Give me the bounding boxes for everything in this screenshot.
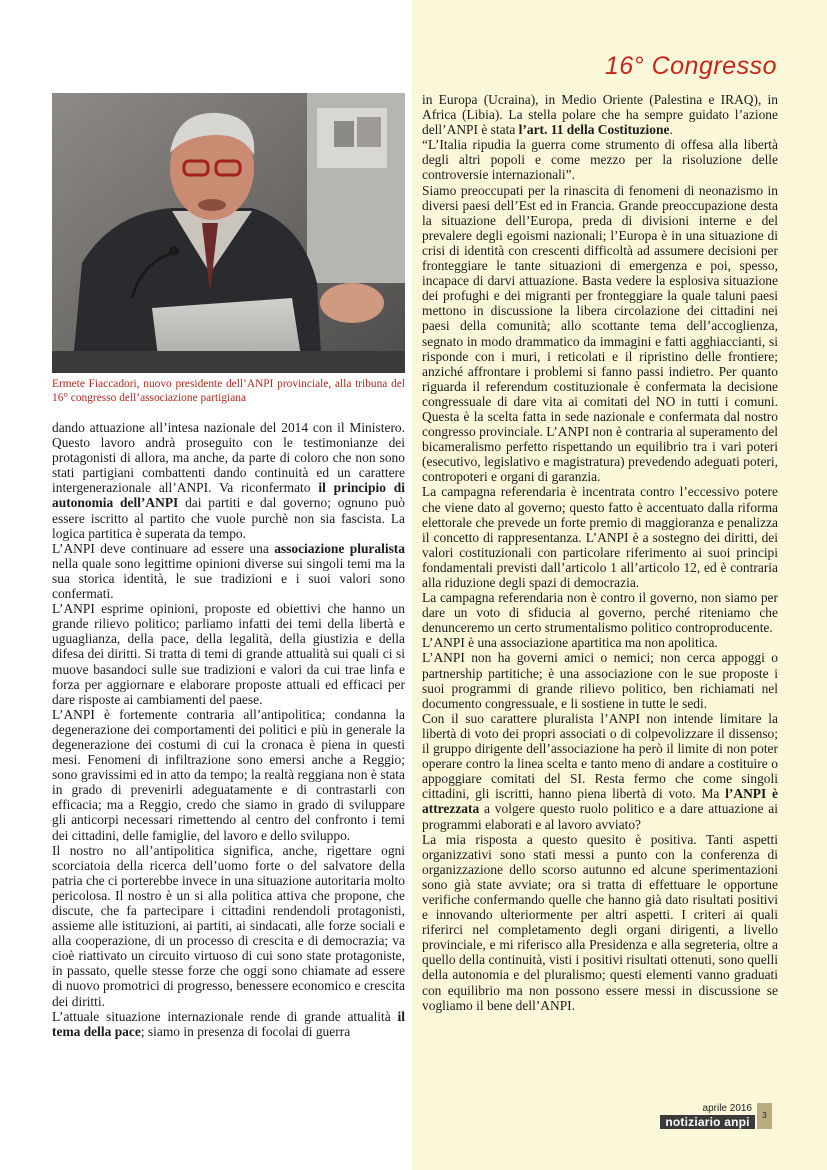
article-paragraph (52, 601, 405, 707)
article-paragraph (422, 635, 778, 650)
left-article-column (52, 420, 405, 1039)
article-paragraph (52, 420, 405, 541)
right-article-column (422, 92, 778, 1013)
bold-text: il tema della pace (52, 1008, 405, 1039)
bold-text: associazione pluralista (274, 540, 406, 556)
text-run: L’ANPI esprime opinioni, proposte ed obiettivi che hanno un grande rilievo politico; parliamo infatti dei temi della libertà e uguaglianza, della pace, della legalità, della giustizia e della difesa dei diritti. Si tratta di temi di grande attualità sui quali ci si muove basandoci sulle sue tradizioni e valori da cui trae linfa e forza per aggiornare e elaborare proposte attuali ed efficaci per dare risposte ai cambiamenti del paese. (52, 601, 405, 707)
text-run: “L’Italia ripudia la guerra come strumento di offesa alla libertà degli altri popoli e come mezzo per la risoluzione delle controversie internazionali”. (422, 137, 778, 183)
text-run: La campagna referendaria è incentrata contro l’eccessivo potere che viene dato al governo; questo fatto è accentuato dalla riforma elettorale che prevede un forte premio di maggioranza e penalizza il concetto di rappresentanza. L’ANPI è a sostegno dei diritti, dei valori costituzionali con particolare riferimento ai suoi principi fondamentali previsti dall’articolo 1 all’articolo 12, ed è contraria alla riduzione degli spazi di democrazia. (422, 484, 778, 590)
speaker-photo (52, 93, 405, 373)
text-run: in Europa (Ucraina), in Medio Oriente (Palestina e IRAQ), in Africa (Libia). La stella polare che ha sempre guidato l’azione dell’ANPI è stata (422, 92, 778, 138)
text-run: La mia risposta a questo quesito è positiva. Tanti aspetti organizzativi sono stati messi a punto con la conferenza di organizzazione dello scorso autunno ed alcune sperimentazioni sono già state avviate; ora si tratta di effettuare le opportune verifiche confermando quelle che hanno già dato risultati positivi e innovando ulteriormente per altri aspetti. I criteri ai quali riferirci nel completamento degli organi dirigenti, a livello provinciale, e mi riferisco alla Presidenza e alla segreteria, oltre a quello della continuità, visti i positivi risultati ottenuti, sono quelli della autonomia e del pluralismo; questi elementi vanno graduati con equilibrio ma non possono essere messi in discussione se vogliamo il bene dell’ANPI. (422, 831, 778, 1013)
text-run: L’ANPI non ha governi amici o nemici; non cerca appoggi o partnership partitiche; è una associazione con le sue proposte i suoi programmi di grande rilievo politico, ben richiamati nel documento congressuale, e li sostiene in tutte le sedi. (422, 650, 778, 711)
bold-text: l’ANPI è attrezzata (422, 786, 778, 817)
page-footer (660, 1103, 772, 1128)
bold-text: l’art. 11 della Costituzione (518, 122, 670, 138)
article-paragraph (422, 183, 778, 485)
article-paragraph (52, 707, 405, 843)
issue-date: aprile 2016 (702, 1103, 752, 1114)
text-run: . (669, 122, 673, 138)
magazine-name: notiziario anpi (660, 1115, 755, 1129)
article-paragraph (52, 541, 405, 601)
text-run: a volgere questo ruolo politico e a dare attuazione ai programmi elaborati e al lavoro avviato? (422, 801, 778, 832)
article-paragraph (422, 832, 778, 1013)
page-number: 3 (757, 1103, 772, 1129)
text-run: Siamo preoccupati per la rinascita di fenomeni di neonazismo in diversi paesi dell’Est ed in Francia. Grande preoccupazione desta la situazione dell’Europa, preda di divisioni interne e del prevalere degli egoismi nazionali; l’Europa è in una situazione di crisi di identità con crescenti difficoltà ad assumere decisioni per fronteggiare le tante situazioni di emergenza e poi, spesso, incapace di darvi attuazione. Basta vedere la esplosiva situazione dei profughi e dei migranti per fronteggiare la quale taluni paesi mettono in discussione la libera circolazione dei cittadini nei paesi della comunità; allo scottante tema dell’accoglienza, segnato in modo drammatico da immagini e fatti agghiaccianti, si risponde con i muri, i reticolati e il ripristino delle frontiere; anziché affrontare i problemi si fanno passi indietro. Per quanto riguarda il referendum costituzionale è confermata la decisione congressuale di dare vita ai comitati del NO in tutti i comuni. Questa è la scelta fatta in sede nazionale e confermata dal nostro congresso provinciale. L’ANPI non è contraria al superamento del bicameralismo perfetto rispettando un equilibrio tra i vari poteri (esecutivo, legislativo e magistratura) prevedendo adeguati poteri, contropoteri e organi di garanzia. (422, 182, 778, 485)
article-paragraph (422, 711, 778, 832)
photo-caption: Ermete Fiaccadori, nuovo presidente dell’ANPI provinciale, alla tribuna del 16° congresso dell’associazione partigiana (52, 378, 405, 404)
text-run: L’ANPI è fortemente contraria all’antipolitica; condanna la degenerazione dei comportamenti dei politici e più in generale la degenerazione dei costumi di cui la cronaca è piena in questi mesi. Fenomeni di infiltrazione sono emersi anche a Reggio; sono gravissimi ed in atto da tempo; la realtà reggiana non è stata in grado di prevenirli adeguatamente e di contrastarli con efficacia; ma a Reggio, credo che siamo in grado di sviluppare gli anticorpi necessari rimettendo al centro del confronto i temi dei cittadini, delle famiglie, del lavoro e dello sviluppo. (52, 706, 405, 843)
article-paragraph (422, 650, 778, 710)
text-run: nella quale sono legittime opinioni diverse sui singoli temi ma la sua storica identità, le sue tradizioni e i suoi valori sono confermati. (52, 555, 405, 602)
text-run: La campagna referendaria non è contro il governo, non siamo per dare un voto di sfiducia al governo, perché riteniamo che denunceremo un certo strumentalismo politico controproducente. (422, 590, 778, 636)
text-run: L’ANPI è una associazione apartitica ma non apolitica. (422, 635, 718, 651)
text-run: Con il suo carattere pluralista l’ANPI non intende limitare la libertà di voto dei propri associati o di colpevolizzare il dissenso; il gruppo dirigente dell’associazione ha però il limite di non poter operare contro la linea scelta e tanto meno di andare a costituire o appoggiare comitati del SI. Resta fermo che come singoli cittadini, gli iscritti, hanno piena libertà di voto. Ma (422, 710, 778, 802)
text-run: dando attuazione all’intesa nazionale del 2014 con il Ministero. Questo lavoro andrà proseguito con le testimonianze dei protagonisti di allora, ma anche, da parte di coloro che non sono stati partigiani combattenti dando continuità ed un carattere intergenerazionale all’ANPI. Va riconfermato (52, 420, 405, 496)
article-paragraph (52, 1009, 405, 1039)
article-paragraph (52, 843, 405, 1009)
article-paragraph (422, 590, 778, 635)
article-paragraph (422, 92, 778, 137)
article-paragraph (422, 484, 778, 590)
text-run: dai partiti e dal governo; ognuno può essere iscritto al partito che vuole purchè non sia fascista. La logica partitica è superata da tempo. (52, 495, 406, 541)
text-run: L’ANPI deve continuare ad essere una (52, 540, 275, 556)
bold-text: il principio di autonomia dell’ANPI (52, 480, 405, 511)
text-run: ; siamo in presenza di focolai di guerra (140, 1023, 351, 1039)
text-run: Il nostro no all’antipolitica significa, anche, rigettare ogni scorciatoia della ricerca dell’uomo forte o del salvatore della patria che ci porterebbe invece in una situazione autoritaria molto pericolosa. Il nostro è un si alla politica attiva che propone, che discute, che fa partecipare i cittadini rendendoli protagonisti, assieme alle istituzioni, ai partiti, ai sindacati, alle forze sociali e alla cooperazione, di un processo di crescita e di democrazia; va cioè riattivato un circuito virtuoso di cui sono state protagoniste, in passato, quelle stesse forze che oggi sono chiamate ad essere di nuovo promotrici di progresso, benessere economico e crescita dei diritti. (52, 842, 405, 1009)
text-run: L’attuale situazione internazionale rende di grande attualità (52, 1008, 398, 1024)
section-title: 16° Congresso (604, 52, 777, 80)
article-paragraph (422, 137, 778, 182)
